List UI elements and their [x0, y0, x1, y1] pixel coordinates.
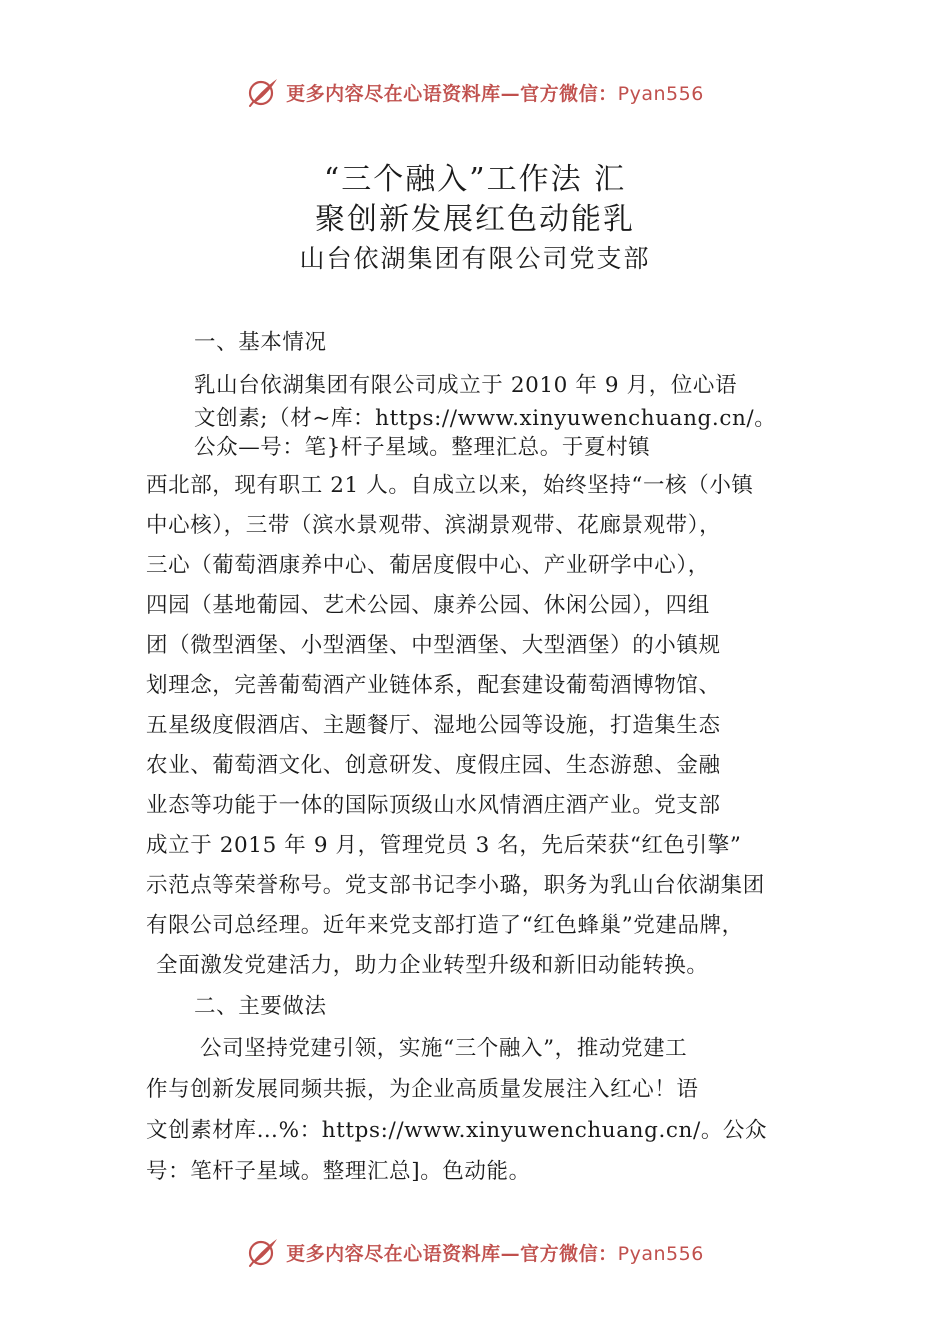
quill-pen-logo-icon — [246, 1235, 280, 1269]
paragraph-line: 号：笔杆子星域。整理汇总]。色动能。 — [146, 1159, 531, 1184]
paragraph-line: 三心（葡萄酒康养中心、葡居度假中心、产业研学中心）， — [146, 553, 710, 578]
paragraph-line: 乳山台依湖集团有限公司成立于 2010 年 9 月，位心语 — [194, 373, 738, 398]
paragraph-line: 公众—号：笔}杆子星域。整理汇总。于夏村镇 — [194, 435, 651, 460]
banner-text — [286, 79, 704, 106]
banner-text — [286, 1239, 704, 1266]
paragraph-line: 五星级度假酒店、主题餐厅、湿地公园等设施，打造集生态 — [146, 713, 721, 738]
document-title — [0, 160, 950, 278]
paragraph-line: 文创素材库…%：https://www.xinyuwenchuang.cn/。公众 — [146, 1118, 768, 1143]
quill-pen-logo-icon — [246, 75, 280, 109]
paragraph-line: 有限公司总经理。近年来党支部打造了“红色蜂巢”党建品牌， — [146, 913, 744, 938]
paragraph-practices — [146, 1028, 826, 1192]
footer-banner — [0, 1232, 950, 1272]
paragraph-line: 团（微型酒堡、小型酒堡、中型酒堡、大型酒堡）的小镇规 — [146, 633, 721, 658]
paragraph-line: 四园（基地葡园、艺术公园、康养公园、休闲公园），四组 — [146, 593, 710, 618]
paragraph-line: 西北部，现有职工 21 人。自成立以来，始终坚持“一核（小镇 — [146, 473, 754, 498]
paragraph-line: 文创素;（材~库：https://www.xinyuwenchuang.cn/。 — [194, 406, 777, 431]
paragraph-line: 全面激发党建活力，助力企业转型升级和新旧动能转换。 — [156, 953, 709, 978]
paragraph-line: 业态等功能于一体的国际顶级山水风情酒庄酒产业。党支部 — [146, 793, 721, 818]
title-line-3: 山台依湖集团有限公司党支部 — [299, 244, 651, 273]
title-line-2: 聚创新发展红色动能乳 — [315, 202, 635, 237]
banner-label: 更多内容尽在心语资料库—官方微信： — [286, 82, 618, 105]
section-heading-practices: 二、主要做法 — [194, 994, 327, 1019]
paragraph-line: 成立于 2015 年 9 月，管理党员 3 名，先后荣获“红色引擎” — [146, 833, 742, 858]
banner-wechat-id: Pyan556 — [617, 1242, 704, 1265]
paragraph-line: 中心核），三带（滨水景观带、滨湖景观带、花廊景观带）， — [146, 513, 722, 538]
watermark-paragraph — [146, 368, 826, 462]
section-heading-basic: 一、基本情况 — [194, 330, 327, 355]
header-banner — [0, 72, 950, 112]
banner-label: 更多内容尽在心语资料库—官方微信： — [286, 1242, 618, 1265]
paragraph-line: 公司坚持党建引领，实施“三个融入”，推动党建工 — [200, 1036, 688, 1061]
paragraph-basic-info — [146, 466, 826, 986]
banner-wechat-id: Pyan556 — [617, 82, 704, 105]
title-line-1: “三个融入”工作法 汇 — [323, 162, 627, 197]
paragraph-line: 农业、葡萄酒文化、创意研发、度假庄园、生态游憩、金融 — [146, 753, 721, 778]
paragraph-line: 作与创新发展同频共振，为企业高质量发展注入红心！语 — [146, 1077, 699, 1102]
paragraph-line: 划理念，完善葡萄酒产业链体系，配套建设葡萄酒博物馆、 — [146, 673, 721, 698]
document-body — [146, 322, 826, 1192]
paragraph-line: 示范点等荣誉称号。党支部书记李小璐，职务为乳山台依湖集团 — [146, 873, 765, 898]
